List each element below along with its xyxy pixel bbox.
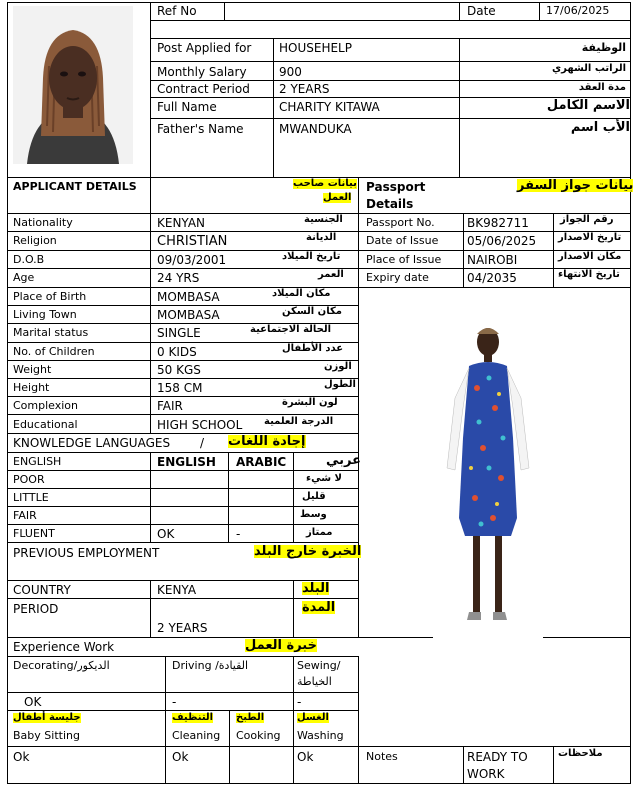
education-ar: الدرجة العلمية xyxy=(264,416,334,427)
age-ar: العمر xyxy=(318,269,344,280)
father-name-label: Father's Name xyxy=(157,122,244,136)
age-value: 24 YRS xyxy=(157,271,200,285)
passport-photo xyxy=(13,6,133,164)
languages-slash: / xyxy=(200,436,205,450)
lang-fluent-label: FLUENT xyxy=(13,527,55,540)
height-ar: الطول xyxy=(324,379,356,390)
cleaning-label: Cleaning xyxy=(172,729,221,742)
lang-poor-ar: لا شيء xyxy=(306,473,342,484)
notes-ar: ملاحظات xyxy=(558,748,603,759)
cooking-ar: الطبخ xyxy=(236,712,265,723)
sewing-label: Sewing/ xyxy=(297,659,341,672)
dob-label: D.O.B xyxy=(13,253,45,266)
weight-ar: الوزن xyxy=(324,361,352,372)
lang-little-ar: قليل xyxy=(302,491,326,502)
expiry-value: 04/2035 xyxy=(467,271,517,285)
applicant-title-ar-1: بيانات صاحب xyxy=(293,178,357,189)
issue-place-ar: مكان الاصدار xyxy=(558,251,622,262)
baby-sitting-value: Ok xyxy=(13,750,30,764)
experience-title: Experience Work xyxy=(13,640,115,654)
religion-value: CHRISTIAN xyxy=(157,234,228,249)
applicant-title-ar-2: العمل xyxy=(323,192,352,203)
languages-title: KNOWLEDGE LANGUAGES xyxy=(13,436,171,450)
marital-label: Marital status xyxy=(13,326,89,339)
issue-date-label: Date of Issue xyxy=(366,234,439,247)
dob-value: 09/03/2001 xyxy=(157,253,227,267)
issue-place-value: NAIROBI xyxy=(467,253,518,267)
living-town-value: MOMBASA xyxy=(157,308,220,322)
religion-ar: الديانة xyxy=(306,232,337,243)
education-label: Educational xyxy=(13,418,78,431)
country-value: KENYA xyxy=(157,583,197,597)
nationality-value: KENYAN xyxy=(157,216,206,230)
issue-place-label: Place of Issue xyxy=(366,253,442,266)
driving-label: Driving /القيادة xyxy=(172,659,249,672)
period-ar: المدة xyxy=(302,600,336,615)
complexion-ar: لون البشرة xyxy=(282,397,338,408)
passport-no-value: BK982711 xyxy=(467,216,529,230)
weight-label: Weight xyxy=(13,363,52,376)
lang-fluent-arabic: - xyxy=(236,527,241,541)
passport-title-1: Passport xyxy=(366,180,426,194)
birth-place-ar: مكان الميلاد xyxy=(272,288,331,299)
full-name-label: Full Name xyxy=(157,100,217,114)
birth-place-value: MOMBASA xyxy=(157,290,220,304)
height-value: 158 CM xyxy=(157,381,203,395)
lang-fair-ar: وسط xyxy=(300,509,327,520)
full-body-photo xyxy=(433,318,543,640)
nationality-ar: الجنسية xyxy=(304,214,343,225)
contract-ar: مدة العقد xyxy=(578,82,626,93)
salary-label: Monthly Salary xyxy=(157,65,247,79)
complexion-value: FAIR xyxy=(157,399,183,413)
salary-ar: الراتب الشهري xyxy=(552,63,626,74)
father-name-ar: الأب اسم xyxy=(570,120,630,135)
lang-fluent-ar: ممتاز xyxy=(306,527,333,538)
post-applied-label: Post Applied for xyxy=(157,41,252,55)
contract-value: 2 YEARS xyxy=(279,82,330,96)
country-label: COUNTRY xyxy=(13,583,71,597)
washing-ar: الغسل xyxy=(297,712,329,723)
post-applied-value: HOUSEHELP xyxy=(279,41,352,55)
passport-no-ar: رقم الجواز xyxy=(560,214,614,225)
period-value: 2 YEARS xyxy=(157,621,208,635)
cleaning-ar: التنظيف xyxy=(172,712,214,723)
education-value: HIGH SCHOOL xyxy=(157,418,243,432)
religion-label: Religion xyxy=(13,234,57,247)
passport-no-label: Passport No. xyxy=(366,216,435,229)
living-town-label: Living Town xyxy=(13,308,77,321)
experience-title-ar: خبرة العمل xyxy=(245,638,317,653)
driving-value: - xyxy=(172,695,177,709)
nationality-label: Nationality xyxy=(13,216,73,229)
lang-col-english-label: ENGLISH xyxy=(13,455,62,468)
living-town-ar: مكان السكن xyxy=(282,306,342,317)
ref-no-label: Ref No xyxy=(157,4,197,18)
lang-fair-label: FAIR xyxy=(13,509,37,522)
age-label: Age xyxy=(13,271,35,284)
father-name-value: MWANDUKA xyxy=(279,122,352,136)
marital-value: SINGLE xyxy=(157,326,201,340)
full-name-value: CHARITY KITAWA xyxy=(279,100,380,114)
weight-value: 50 KGS xyxy=(157,363,201,377)
children-ar: عدد الأطفال xyxy=(282,343,344,354)
cooking-label: Cooking xyxy=(236,729,281,742)
lang-col-english: ENGLISH xyxy=(157,455,216,469)
passport-title-2: Details xyxy=(366,197,414,211)
full-name-ar: الاسم الكامل xyxy=(546,98,630,113)
height-label: Height xyxy=(13,381,50,394)
lang-poor-label: POOR xyxy=(13,473,45,486)
decorating-label: Decorating/الديكور xyxy=(13,659,110,672)
languages-title-ar: إجادة اللغات xyxy=(228,434,306,449)
previous-title-ar: الخبرة خارج البلد xyxy=(254,544,362,559)
expiry-ar: تاريخ الانتهاء xyxy=(558,269,620,280)
country-ar: البلد xyxy=(302,581,330,596)
issue-date-value: 05/06/2025 xyxy=(467,234,537,248)
baby-sitting-label: Baby Sitting xyxy=(13,729,80,742)
expiry-label: Expiry date xyxy=(366,271,429,284)
children-label: No. of Children xyxy=(13,345,95,358)
period-label: PERIOD xyxy=(13,602,59,616)
sewing-value: - xyxy=(297,695,302,709)
passport-title-ar: بيانات جواز السفر xyxy=(517,178,634,193)
post-applied-ar: الوظيفة xyxy=(581,41,626,54)
notes-label: Notes xyxy=(366,750,398,763)
washing-label: Washing xyxy=(297,729,344,742)
marital-ar: الحالة الاجتماعية xyxy=(250,324,332,335)
previous-title: PREVIOUS EMPLOYMENT xyxy=(13,546,160,560)
decorating-value: OK xyxy=(24,695,42,709)
dob-ar: تاريخ الميلاد xyxy=(282,251,341,262)
washing-value: Ok xyxy=(297,750,314,764)
baby-sitting-ar: جليسة أطفال xyxy=(13,712,81,723)
lang-col-arabic: ARABIC xyxy=(236,455,287,469)
sewing-label-ar: الخياطة xyxy=(297,675,332,688)
birth-place-label: Place of Birth xyxy=(13,290,87,303)
cleaning-value: Ok xyxy=(172,750,189,764)
lang-col-arabic-ar: عربي xyxy=(326,453,362,468)
lang-fluent-english: OK xyxy=(157,527,175,541)
salary-value: 900 xyxy=(279,65,302,79)
date-value: 17/06/2025 xyxy=(546,4,610,17)
date-label: Date xyxy=(467,4,496,18)
children-value: 0 KIDS xyxy=(157,345,197,359)
complexion-label: Complexion xyxy=(13,399,79,412)
notes-value-1: READY TO xyxy=(467,750,528,764)
applicant-title: APPLICANT DETAILS xyxy=(13,180,137,193)
contract-label: Contract Period xyxy=(157,82,250,96)
lang-little-label: LITTLE xyxy=(13,491,49,504)
issue-date-ar: تاريخ الاصدار xyxy=(558,232,622,243)
notes-value-2: WORK xyxy=(467,767,505,781)
